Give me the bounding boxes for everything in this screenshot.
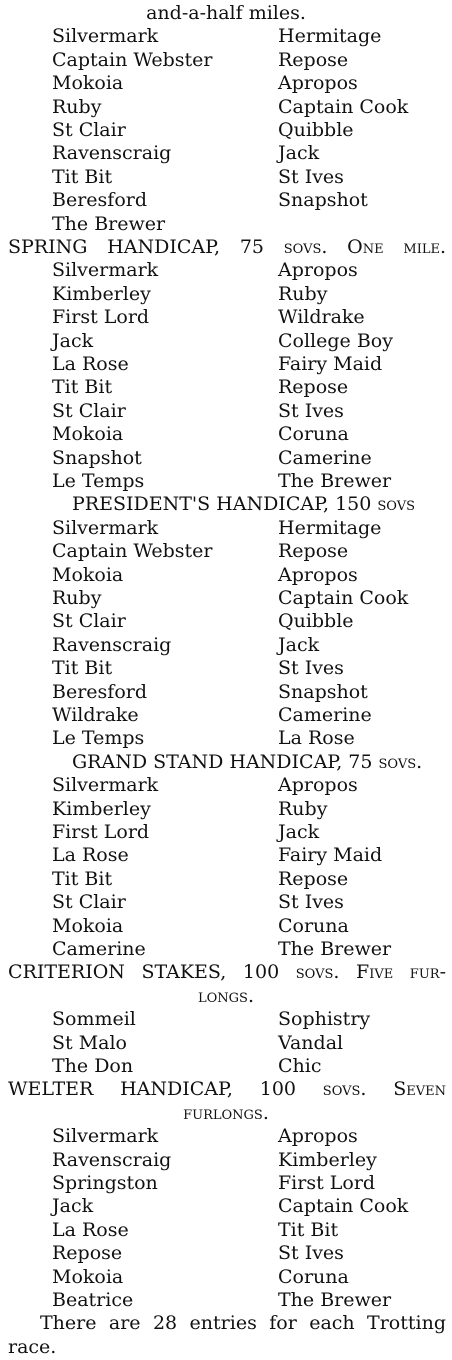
horse-name: Fairy Maid — [278, 844, 383, 867]
race-heading — [0, 961, 452, 983]
horse-name: Coruna — [278, 1265, 349, 1288]
horse-name: Mokoia — [52, 1265, 124, 1288]
horse-name: La Rose — [52, 844, 129, 867]
entry-row — [0, 330, 452, 352]
entry-row — [0, 915, 452, 937]
horse-name: La Rose — [52, 1218, 129, 1241]
entry-row — [0, 1055, 452, 1077]
horse-name: Vandal — [278, 1031, 344, 1054]
entry-row — [0, 774, 452, 796]
entry-row — [0, 259, 452, 281]
horse-name: Mokoia — [52, 914, 124, 937]
horse-name: Apropos — [278, 563, 358, 586]
horse-name: Silvermark — [52, 774, 159, 797]
footer-text-1: There are 28 entries for each Trotting — [40, 1312, 446, 1335]
entry-row — [0, 1289, 452, 1311]
horse-name: St Ives — [278, 657, 344, 680]
entry-row — [0, 119, 452, 141]
race-heading — [0, 236, 452, 258]
entry-row — [0, 540, 452, 562]
race-heading-text: CRITERION STAKES, 100 sovs. Five fur- — [8, 961, 446, 984]
horse-name: Sommeil — [52, 1008, 136, 1031]
horse-name: Ravenscraig — [52, 633, 172, 656]
entry-row — [0, 447, 452, 469]
horse-name: Jack — [278, 633, 320, 656]
entry-row — [0, 938, 452, 960]
race-heading-text: PRESIDENT'S HANDICAP, 150 sovs — [72, 493, 416, 516]
entry-row — [0, 25, 452, 47]
entry-row — [0, 142, 452, 164]
horse-name: First Lord — [52, 306, 150, 329]
horse-name: College Boy — [278, 329, 393, 352]
entry-row — [0, 283, 452, 305]
entry-row — [0, 49, 452, 71]
race-heading-continued — [0, 985, 452, 1007]
horse-name: Mokoia — [52, 72, 124, 95]
horse-name: Silvermark — [52, 25, 159, 48]
entry-row — [0, 96, 452, 118]
entry-row — [0, 634, 452, 656]
horse-name: The Brewer — [278, 938, 392, 960]
horse-name: Snapshot — [278, 189, 368, 212]
entry-row — [0, 1149, 452, 1171]
entry-row — [0, 1125, 452, 1147]
horse-name: Ruby — [52, 587, 102, 609]
horse-name: Chic — [278, 1055, 322, 1077]
entry-row — [0, 1195, 452, 1217]
horse-name: Beresford — [52, 680, 147, 703]
horse-name: St Clair — [52, 610, 126, 633]
entry-row — [0, 517, 452, 539]
race-heading-text: WELTER HANDICAP, 100 sovs. Seven — [8, 1078, 446, 1101]
horse-name: Jack — [278, 821, 320, 843]
horse-name: St Clair — [52, 399, 126, 422]
entry-row — [0, 72, 452, 94]
horse-name: La Rose — [52, 353, 129, 375]
horse-name: La Rose — [278, 727, 355, 750]
horse-name: Apropos — [278, 72, 358, 95]
horse-name: Camerine — [278, 446, 372, 469]
entry-row — [0, 376, 452, 398]
entry-row — [0, 213, 452, 235]
horse-name: Apropos — [278, 774, 358, 797]
entry-row — [0, 564, 452, 586]
race-heading-text: GRAND STAND HANDICAP, 75 sovs. — [72, 750, 423, 773]
entry-row — [0, 704, 452, 726]
horse-name: St Ives — [278, 165, 344, 188]
horse-name: St Ives — [278, 399, 344, 422]
entry-row — [0, 166, 452, 188]
horse-name: St Ives — [278, 1242, 344, 1265]
horse-name: Ruby — [278, 282, 328, 305]
horse-name: Fairy Maid — [278, 353, 383, 375]
horse-name: Kimberley — [278, 1148, 377, 1171]
entry-row — [0, 189, 452, 211]
horse-name: St Clair — [52, 119, 126, 141]
entry-row — [0, 1172, 452, 1194]
horse-name: Repose — [278, 867, 349, 890]
race-heading-continued — [0, 1102, 452, 1124]
horse-name: Apropos — [278, 259, 358, 282]
horse-name: St Ives — [278, 891, 344, 914]
horse-name: Repose — [278, 48, 349, 71]
horse-name: Mokoia — [52, 563, 124, 586]
horse-name: Springston — [52, 1172, 158, 1194]
entry-row — [0, 891, 452, 913]
entry-row — [0, 844, 452, 866]
entry-row — [0, 681, 452, 703]
horse-name: Quibble — [278, 610, 354, 633]
horse-name: Silvermark — [52, 1125, 159, 1148]
horse-name: Apropos — [278, 1125, 358, 1148]
horse-name: Camerine — [278, 704, 372, 726]
footer-text — [0, 1312, 452, 1334]
horse-name: Captain Webster — [52, 540, 213, 563]
race-heading — [0, 493, 452, 515]
horse-name: Wildrake — [278, 306, 365, 329]
entry-row — [0, 306, 452, 328]
horse-name: First Lord — [278, 1172, 376, 1194]
horse-name: Silvermark — [52, 516, 159, 539]
entry-row — [0, 610, 452, 632]
horse-name: Coruna — [278, 914, 349, 937]
horse-name: The Brewer — [52, 212, 166, 235]
entry-row — [0, 470, 452, 492]
horse-name: Repose — [278, 540, 349, 563]
horse-name: Tit Bit — [52, 165, 113, 188]
horse-name: Beresford — [52, 189, 147, 212]
entry-row — [0, 587, 452, 609]
horse-name: The Brewer — [278, 470, 392, 492]
entry-row — [0, 423, 452, 445]
race-heading — [0, 1078, 452, 1100]
entry-row — [0, 798, 452, 820]
horse-name: Silvermark — [52, 259, 159, 282]
horse-name: Sophistry — [278, 1008, 371, 1031]
horse-name: Le Temps — [52, 727, 145, 750]
entry-row — [0, 727, 452, 749]
entry-row — [0, 1032, 452, 1054]
race-heading — [0, 751, 452, 773]
horse-name: Wildrake — [52, 704, 139, 726]
horse-name: Coruna — [278, 423, 349, 446]
entry-row — [0, 1219, 452, 1241]
horse-name: Jack — [52, 329, 94, 352]
horse-name: Beatrice — [52, 1289, 134, 1311]
horse-name: Tit Bit — [52, 867, 113, 890]
entry-row — [0, 353, 452, 375]
horse-name: Captain Cook — [278, 95, 409, 118]
horse-name: Ruby — [278, 797, 328, 820]
horse-name: St Malo — [52, 1031, 127, 1054]
entry-row — [0, 657, 452, 679]
horse-name: Hermitage — [278, 516, 382, 539]
horse-name: Ruby — [52, 95, 102, 118]
horse-name: Snapshot — [278, 680, 368, 703]
horse-name: Ravenscraig — [52, 1148, 172, 1171]
entry-row — [0, 1266, 452, 1288]
horse-name: Captain Cook — [278, 1195, 409, 1218]
entry-row — [0, 821, 452, 843]
entry-row — [0, 400, 452, 422]
horse-name: Captain Webster — [52, 48, 213, 71]
horse-name: St Clair — [52, 891, 126, 914]
horse-name: Le Temps — [52, 470, 145, 492]
horse-name: Tit Bit — [278, 1218, 339, 1241]
horse-name: The Don — [52, 1055, 134, 1077]
intro-line: and-a-half miles. — [146, 2, 306, 24]
race-heading-continued-text: longs. — [198, 984, 254, 1007]
horse-name: Repose — [52, 1242, 123, 1265]
horse-name: Captain Cook — [278, 587, 409, 609]
horse-name: Jack — [52, 1195, 94, 1218]
horse-name: Snapshot — [52, 446, 142, 469]
entry-row — [0, 1242, 452, 1264]
horse-name: First Lord — [52, 821, 150, 843]
horse-name: Tit Bit — [52, 376, 113, 399]
horse-name: Ravenscraig — [52, 142, 172, 165]
horse-name: Quibble — [278, 119, 354, 141]
race-heading-text: SPRING HANDICAP, 75 sovs. One mile. — [8, 236, 446, 258]
entry-row — [0, 868, 452, 890]
horse-name: Kimberley — [52, 282, 151, 305]
entry-row — [0, 1008, 452, 1030]
horse-name: Hermitage — [278, 25, 382, 48]
horse-name: Repose — [278, 376, 349, 399]
horse-name: Jack — [278, 142, 320, 165]
horse-name: Camerine — [52, 938, 146, 960]
horse-name: Kimberley — [52, 797, 151, 820]
horse-name: Tit Bit — [52, 657, 113, 680]
footer-text — [0, 1336, 452, 1358]
race-heading-continued-text: furlongs. — [183, 1101, 269, 1124]
footer-text-2: race. — [8, 1335, 57, 1358]
horse-name: Mokoia — [52, 423, 124, 446]
horse-name: The Brewer — [278, 1289, 392, 1311]
